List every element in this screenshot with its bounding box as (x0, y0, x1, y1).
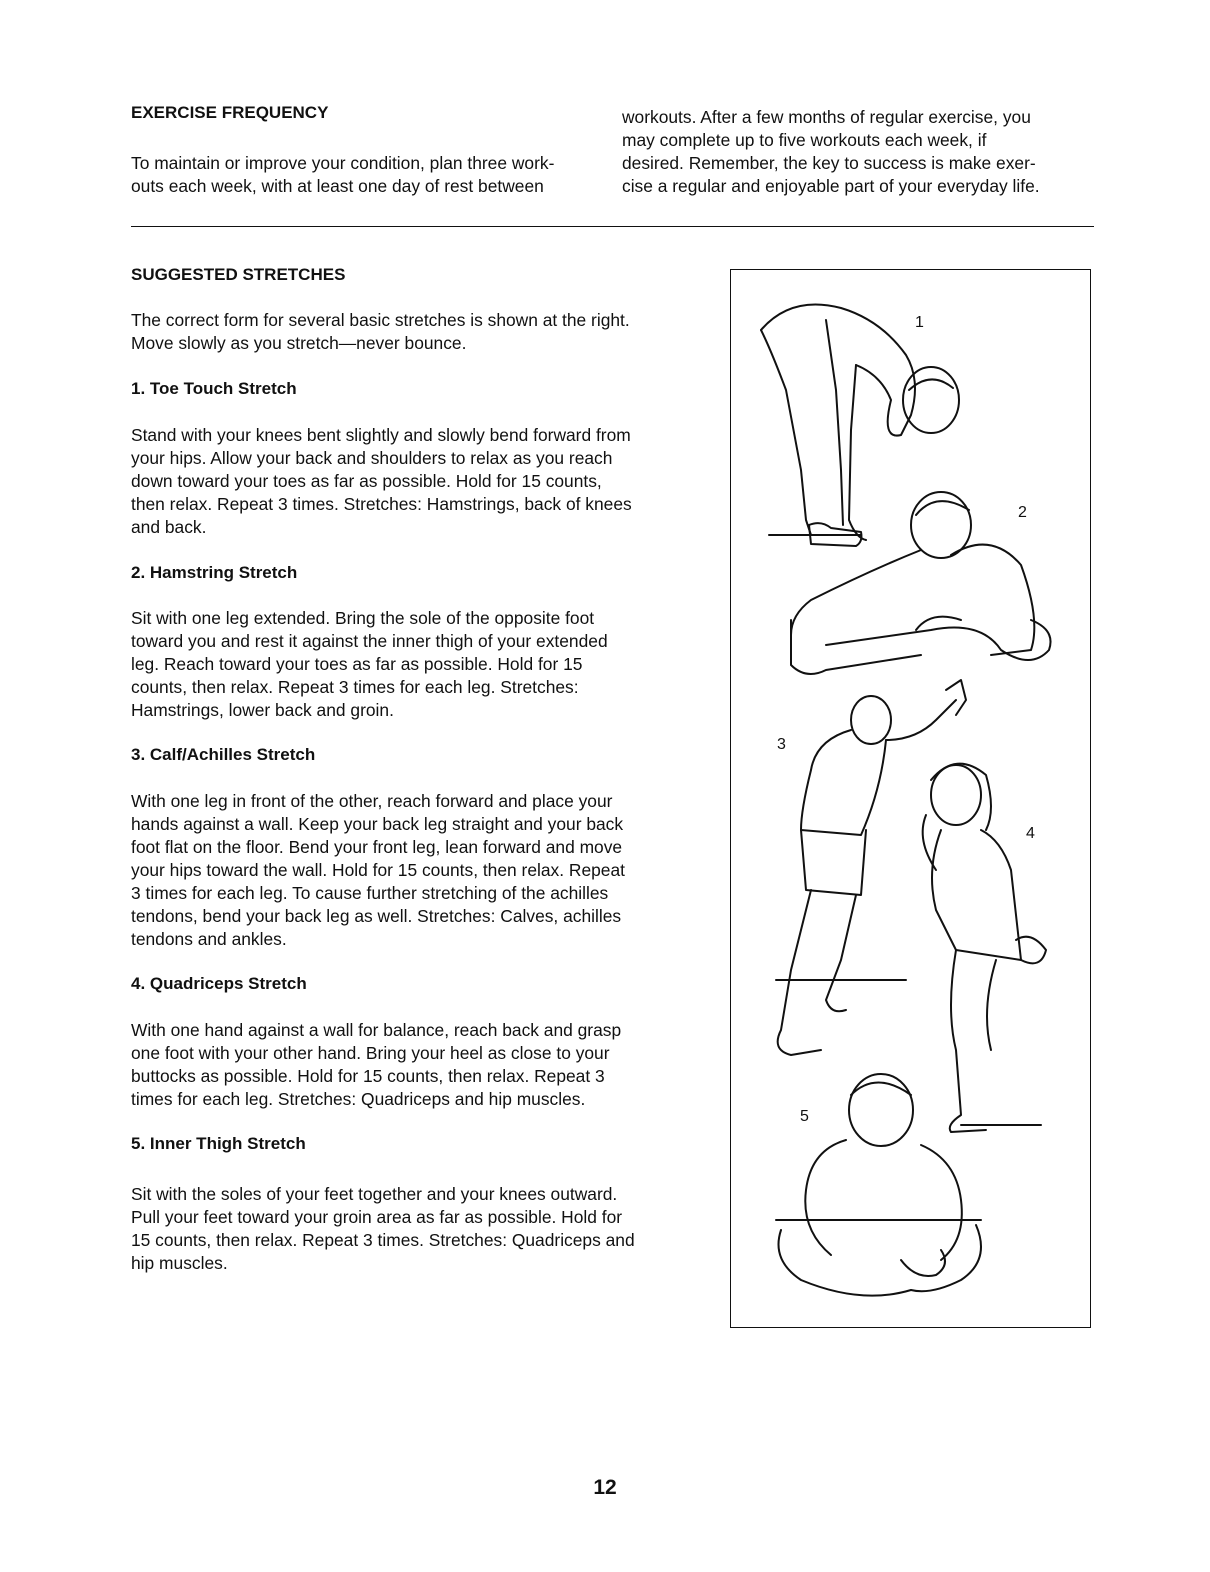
quadriceps-body: With one hand against a wall for balance, reach back and grasp one foot with your other hand. Bring your heel as close to your buttocks as possible. Hold for 15 counts, then relax. Repeat 3 times for each leg. Stretches: Quadriceps and hip muscles. (131, 1020, 622, 1109)
hamstring-stretch-figure-icon (791, 492, 1051, 674)
stretch-illustrations (731, 270, 1090, 1327)
quadriceps-figure-icon (923, 764, 1046, 1132)
hamstring-body: Sit with one leg extended. Bring the sole of the opposite foot toward you and rest it against the inner thigh of your extended leg. Reach toward your toes as far as possible. Hold for 15 counts, then relax. Repeat 3 times for each leg. Stretches: Hamstrings, lower back and groin. (131, 608, 608, 720)
suggested-stretches-intro: The correct form for several basic stretches is shown at the right. Move slowly as you stretch—never bounce. (131, 310, 630, 353)
inner-thigh-body: Sit with the soles of your feet together and your knees outward. Pull your feet toward your groin area as far as possible. Hold for 15 counts, then relax. Repeat 3 times. Stretches: Quadriceps and hip muscles. (131, 1184, 635, 1273)
toe-touch-figure-icon (761, 304, 959, 546)
stretch-illustrations-panel (730, 269, 1091, 1328)
inner-thigh-title: 5. Inner Thigh Stretch (131, 1134, 306, 1153)
quadriceps-title: 4. Quadriceps Stretch (131, 974, 307, 993)
figure-label-4: 4 (1026, 825, 1035, 842)
figure-label-1: 1 (915, 314, 924, 331)
calf-achilles-figure-icon (776, 680, 966, 1055)
page-number: 12 (593, 1476, 617, 1499)
calf-achilles-body: With one leg in front of the other, reach forward and place your hands against a wall. Keep your back leg straight and your back foot flat on the floor. Bend your front leg, lean forward and move your hips toward the wall. Hold for 15 counts, then relax. Repeat 3 times for each leg. To cause further stretching of the achilles tendons, bend your back leg as well. Stretches: Calves, achilles tendons and ankles. (131, 791, 625, 949)
exercise-frequency-text-left: To maintain or improve your condition, plan three work- outs each week, with at least one day of rest between (131, 153, 555, 196)
figure-label-2: 2 (1018, 504, 1027, 521)
section-divider (131, 226, 1094, 227)
suggested-stretches-heading: SUGGESTED STRETCHES (131, 265, 346, 284)
exercise-frequency-text-right: workouts. After a few months of regular exercise, you may complete up to five workouts each week, if desired. Remember, the key to success is make exer- cise a regular and enjoyable part of your everyday life. (622, 107, 1040, 196)
exercise-frequency-heading: EXERCISE FREQUENCY (131, 103, 329, 122)
figure-label-5: 5 (800, 1108, 809, 1125)
figure-label-3: 3 (777, 736, 786, 753)
calf-achilles-title: 3. Calf/Achilles Stretch (131, 745, 316, 764)
toe-touch-body: Stand with your knees bent slightly and slowly bend forward from your hips. Allow your back and shoulders to relax as you reach down toward your toes as far as possible. Hold for 15 counts, then relax. Repeat 3 times. Stretches: Hamstrings, back of knees and back. (131, 425, 632, 537)
toe-touch-title: 1. Toe Touch Stretch (131, 379, 297, 398)
hamstring-title: 2. Hamstring Stretch (131, 563, 298, 582)
